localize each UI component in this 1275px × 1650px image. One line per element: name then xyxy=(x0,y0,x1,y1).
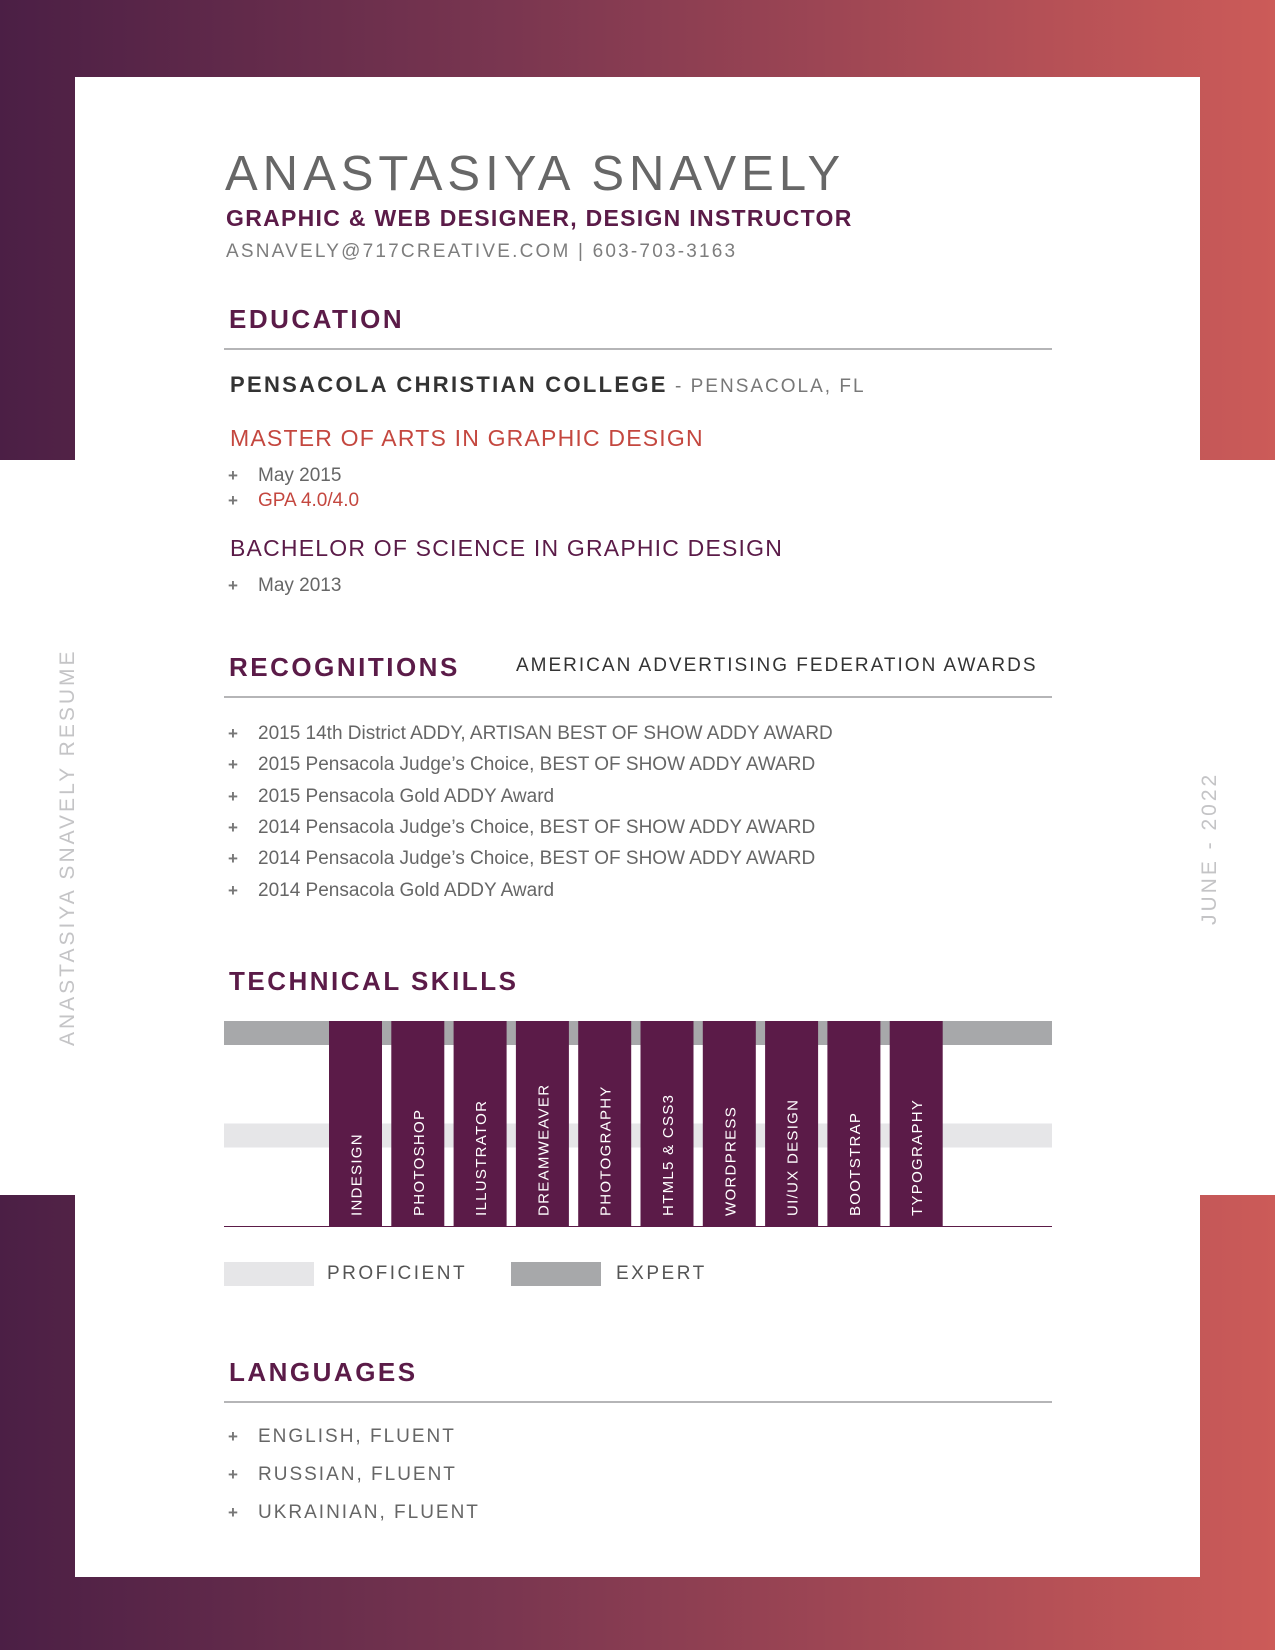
plus-icon: + xyxy=(228,849,238,868)
recognitions-divider xyxy=(224,696,1052,698)
language-item: + ENGLISH, FLUENT xyxy=(228,1426,456,1447)
skill-label: BOOTSTRAP xyxy=(846,1111,864,1216)
award-item: + 2015 Pensacola Gold ADDY Award xyxy=(228,786,555,807)
skill-label: TYPOGRAPHY xyxy=(909,1098,927,1216)
plus-icon: + xyxy=(228,576,238,595)
award-item: + 2014 Pensacola Judge’s Choice, BEST OF SHOW ADDY AWARD xyxy=(228,848,816,869)
degree-bachelor: BACHELOR OF SCIENCE IN GRAPHIC DESIGN xyxy=(230,535,784,561)
legend-expert-swatch xyxy=(511,1262,601,1286)
recognitions-heading: RECOGNITIONS xyxy=(229,652,460,682)
legend-expert-label: EXPERT xyxy=(616,1263,707,1284)
award-item: + 2014 Pensacola Judge’s Choice, BEST OF SHOW ADDY AWARD xyxy=(228,817,816,838)
skills-heading: TECHNICAL SKILLS xyxy=(229,966,519,996)
skills-chart xyxy=(224,1021,1052,1227)
plus-icon: + xyxy=(228,491,238,510)
job-title: GRAPHIC & WEB DESIGNER, DESIGN INSTRUCTOR xyxy=(226,205,853,231)
skill-label: ILLUSTRATOR xyxy=(473,1099,491,1216)
degree-bachelor-date: + May 2013 xyxy=(228,575,342,596)
plus-icon: + xyxy=(228,1503,240,1522)
education-heading: EDUCATION xyxy=(229,304,405,334)
plus-icon: + xyxy=(228,466,238,485)
award-item: + 2015 14th District ADDY, ARTISAN BEST OF SHOW ADDY AWARD xyxy=(228,723,833,744)
legend-proficient-label: PROFICIENT xyxy=(327,1263,468,1284)
side-label-left: ANASTASIYA SNAVELY RESUME xyxy=(56,648,79,1046)
plus-icon: + xyxy=(228,1465,240,1484)
plus-icon: + xyxy=(228,724,238,743)
award-item: + 2015 Pensacola Judge’s Choice, BEST OF SHOW ADDY AWARD xyxy=(228,754,816,775)
skill-label: DREAMWEAVER xyxy=(535,1083,553,1216)
plus-icon: + xyxy=(228,881,238,900)
plus-icon: + xyxy=(228,818,238,837)
recognitions-subheading: AMERICAN ADVERTISING FEDERATION AWARDS xyxy=(516,655,1038,676)
skill-label: UI/UX DESIGN xyxy=(784,1098,802,1216)
language-item: + RUSSIAN, FLUENT xyxy=(228,1464,457,1485)
skill-label: INDESIGN xyxy=(348,1133,366,1216)
skill-label: PHOTOGRAPHY xyxy=(597,1085,615,1216)
chart-baseline xyxy=(224,1226,1052,1227)
education-divider xyxy=(224,348,1052,350)
school-name xyxy=(230,372,866,398)
plus-icon: + xyxy=(228,787,238,806)
skill-label: HTML5 & CSS3 xyxy=(660,1093,677,1216)
plus-icon: + xyxy=(228,755,238,774)
skill-label: PHOTOSHOP xyxy=(410,1108,428,1216)
school-label: PENSACOLA CHRISTIAN COLLEGE xyxy=(230,372,668,397)
languages-heading: LANGUAGES xyxy=(229,1357,418,1387)
language-item: + UKRAINIAN, FLUENT xyxy=(228,1502,480,1523)
skill-label: WORDPRESS xyxy=(722,1105,740,1216)
degree-master: MASTER OF ARTS IN GRAPHIC DESIGN xyxy=(230,425,704,451)
side-label-right: JUNE - 2022 xyxy=(1198,771,1221,925)
degree-master-gpa: + GPA 4.0/4.0 xyxy=(228,490,360,511)
plus-icon: + xyxy=(228,1427,240,1446)
legend-proficient-swatch xyxy=(224,1262,314,1286)
languages-divider xyxy=(224,1401,1052,1403)
candidate-name: ANASTASIYA SNAVELY xyxy=(225,147,846,201)
degree-master-date: + May 2015 xyxy=(228,465,342,486)
award-item: + 2014 Pensacola Gold ADDY Award xyxy=(228,880,555,901)
contact-info: ASNAVELY@717CREATIVE.COM | 603-703-3163 xyxy=(226,241,738,262)
school-location: - PENSACOLA, FL xyxy=(667,376,866,397)
